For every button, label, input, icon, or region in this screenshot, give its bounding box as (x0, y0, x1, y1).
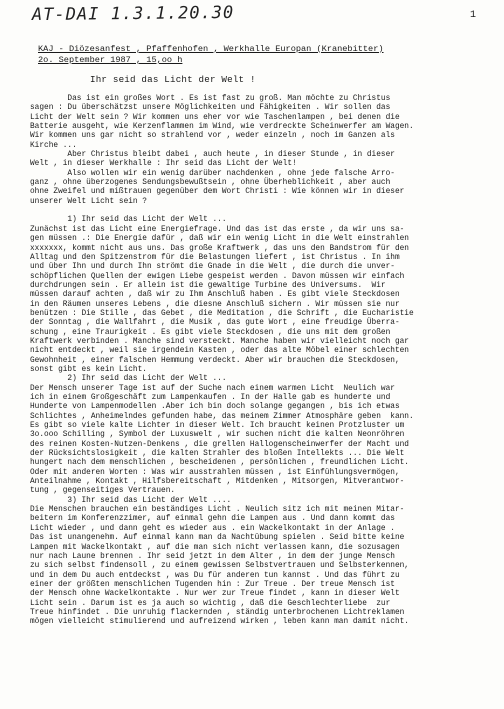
archive-stamp: AT-DAI 1.3.1.20.30 (31, 2, 235, 26)
text-line: beitern im Konferenzzimer, auf einmal gehn die Lampen aus . Und dann kommt das (30, 515, 395, 524)
text-line: 3o.ooo Schilling , Symbol der Luxuswelt , wir suchen nicht die kalten Neonröhren (30, 431, 405, 440)
text-line: 2) Ihr seid das Licht der Welt ... (30, 375, 227, 384)
sermon-title: Ihr seid das Licht der Welt ! (90, 74, 256, 85)
text-line: ganz , ohne überzogenes Sendungsbewußtsein , ohne Überheblichkeit , aber auch (30, 179, 391, 188)
text-line: unserer Welt Licht sein ? (30, 197, 147, 206)
text-line: Licht sein . Darum ist es ja auch so wichtig , daß die Geschlechterliebe zur (30, 599, 391, 608)
text-line: Kirche ... (30, 141, 77, 150)
text-line: in den Räumen unseres Lebens , die diesne Anschluß sichern . Wir müssen sie nur (30, 300, 400, 309)
text-line: 1) Ihr seid das Licht der Welt ... (30, 216, 227, 225)
text-line: Hunderte von Lampenmodellen .Aber ich bin doch solange gegangen , bis ich etwas (30, 403, 400, 412)
text-line: schung , eine Traurigkeit . Es gibt viele Steckdosen , die uns mit dem großen (30, 328, 391, 337)
sermon-body (30, 95, 500, 628)
text-line: Es gibt so viele kalte Lichter in dieser Welt. Ich braucht keinen Protzluster um (30, 422, 405, 431)
text-line: Welt , in dieser Werkhalle : Ihr seid das Licht der Welt! (30, 160, 297, 169)
text-line: sagen : Du überschätzst unsere Möglichkeiten und Fähigkeiten . Wir sollen das (30, 104, 391, 113)
text-line: nur nach Laune brennen . Ihr seid jetzt in dem Alter , in dem der junge Mensch (30, 552, 395, 561)
text-line: 3) Ihr seid das Licht der Welt .... (30, 496, 232, 505)
text-line: Anteilnahme , Kontakt , Hilfsbereitschaft , Mitdenken , Mitsorgen, Mitverantwor- (30, 478, 405, 487)
text-line: der Mensch ohne Wackelkontakte . Nur wer zur Treue findet , kann in dieser Welt (30, 590, 400, 599)
text-line: Lampen mit Wackelkontakt , auf die man sich nicht verlassen kann, die sozusagen (30, 543, 400, 552)
text-line: Schlichtes , Anheimelndes gefunden habe, das meinem Zimmer Atmosphäre geben kann. (30, 412, 414, 421)
text-line: der Rücksichtslosigkeit , die kalten Strahler des bloßen Intellekts ... Die Welt (30, 450, 405, 459)
text-line: schöpflichen Quellen der ewigen Liebe gespeist werden . Davon müssen wir einfach (30, 272, 405, 281)
text-line: Licht wieder , und dann geht es wieder aus . ein Wackelkontakt in der Anlage . (30, 524, 395, 533)
text-line: ohne Zweifel und mißtrauen gegenüber dem Wort Christi : Wie können wir in dieser (30, 188, 405, 197)
text-line: zu sich selbst findensoll , zu einem gewissen Selbstvertrauen und Selbsterkennen, (30, 562, 409, 571)
text-line: Licht der Welt sein ? Wir kommen uns eher vor wie Taschenlampen , bei denen die (30, 113, 400, 122)
text-line: durchdrungen sein . Er allein ist die gewaltige Turbine des Universums. Wir (30, 281, 386, 290)
text-line: Treue hinfindet . Die unruhig flackernden , ständig unterbrochenen Lichtreklamen (30, 608, 405, 617)
text-line: nicht entdeckt , weil sie irgendein Kasten , oder das alte Möbel einer schlechten (30, 347, 409, 356)
text-line: Kraftwerk verbinden . Manche sind versteckt. Manche haben wir vielleicht noch gar (30, 337, 409, 346)
text-line: müssen darauf achten , daß wir zu Ihm Anschluß haben . Es gibt viele Steckdosen (30, 291, 400, 300)
text-line: und in dem Du auch entdeckst , was Du für anderen tun kannst . Und das führt zu (30, 571, 400, 580)
text-line: des reinen Kosten-Nutzen-Denkens , die grellen Hallogenscheinwerfer der Macht und (30, 440, 409, 449)
text-line: Oder mit anderen Worten : Was wir ausstrahlen müssen , ist Einfühlungsvermögen, (30, 468, 400, 477)
text-line: Batterie ausgeht, wie Kerzenflammen im Wind, wie verdreckte Scheinwerfer am Wagen. (30, 123, 414, 132)
text-line: mögen vielleicht stimulierend und aufreizend wirken , leben kann man damit nicht. (30, 618, 409, 627)
text-line: sonst gibt es kein Licht. (30, 365, 147, 374)
text-line: Die Menschen brauchen ein beständiges Licht . Neulich sitz ich mit meinen Mitar- (30, 506, 405, 515)
text-line: der Sonntag , die Wallfahrt , die Musik , das gute Wort , eine freudige Überra- (30, 319, 400, 328)
text-line: und über Ihn und durch Ihn strömt die Gnade in die Welt , die durch die unver- (30, 263, 395, 272)
text-line: Alltag und den Spitzenstrom für die Belastungen liefert , ist Christus . In ihm (30, 253, 400, 262)
text-line: Der Mensch unserer Tage ist auf der Suche nach einem warmen Licht Neulich war (30, 384, 395, 393)
text-line: einer der größten menschlichen Tugenden hin : Zur Treue . Der treue Mensch ist (30, 580, 395, 589)
text-line: xxxxxxx, kommt nicht aus uns. Das große Kraftwerk , das uns den Bandstrom für den (30, 244, 409, 253)
text-line: Also wollen wir ein wenig darüber nachdenken , ohne jede falsche Arro- (30, 169, 395, 178)
page-number: 1 (470, 10, 477, 21)
text-line: benützen : Die Stille , das Gebet , die Meditation , die Schrift , die Eucharistie (30, 309, 414, 318)
text-line: Wir kommen uns gar nicht so strahlend vor , weder einzeln , noch im Ganzen als (30, 132, 395, 141)
text-line: Aber Christus bleibt dabei , auch heute , in dieser Stunde , in dieser (30, 151, 395, 160)
text-line: Das ist unangenehm. Auf einmal kann man da Nachtübung spielen . Seid bitte keine (30, 534, 405, 543)
event-date: 2o. September 1987 , 15,oo h (38, 55, 183, 65)
text-line: tung , gegenseitiges Vertrauen. (30, 487, 176, 496)
text-line: gen müssen .: Die Energie dafür , daß wir ein wenig Licht in die Welt einstrahlen (30, 235, 409, 244)
text-line: Gewohnheit , einer falschen Hemmung verdeckt. Aber wir brauchen die Steckdosen, (30, 356, 400, 365)
text-line: ich in einem Großgeschäft zum Lampenkaufen . In der Halle gab es hunderte und (30, 394, 391, 402)
text-line: Das ist ein großes Wort . Es ist fast zu groß. Man möchte zu Christus (30, 95, 391, 103)
text-line (30, 207, 500, 216)
text-line: Zunächst ist das Licht eine Energiefrage. Und das ist das erste , da wir uns sa- (30, 225, 405, 234)
text-line: hungert nach dem menschlichen , bescheidenen , persönlichen , freundlichen Licht. (30, 459, 409, 468)
event-header: KAJ - Diözesanfest , Pfaffenhofen , Werkhalle Europan (Kranebitter) (38, 44, 384, 54)
